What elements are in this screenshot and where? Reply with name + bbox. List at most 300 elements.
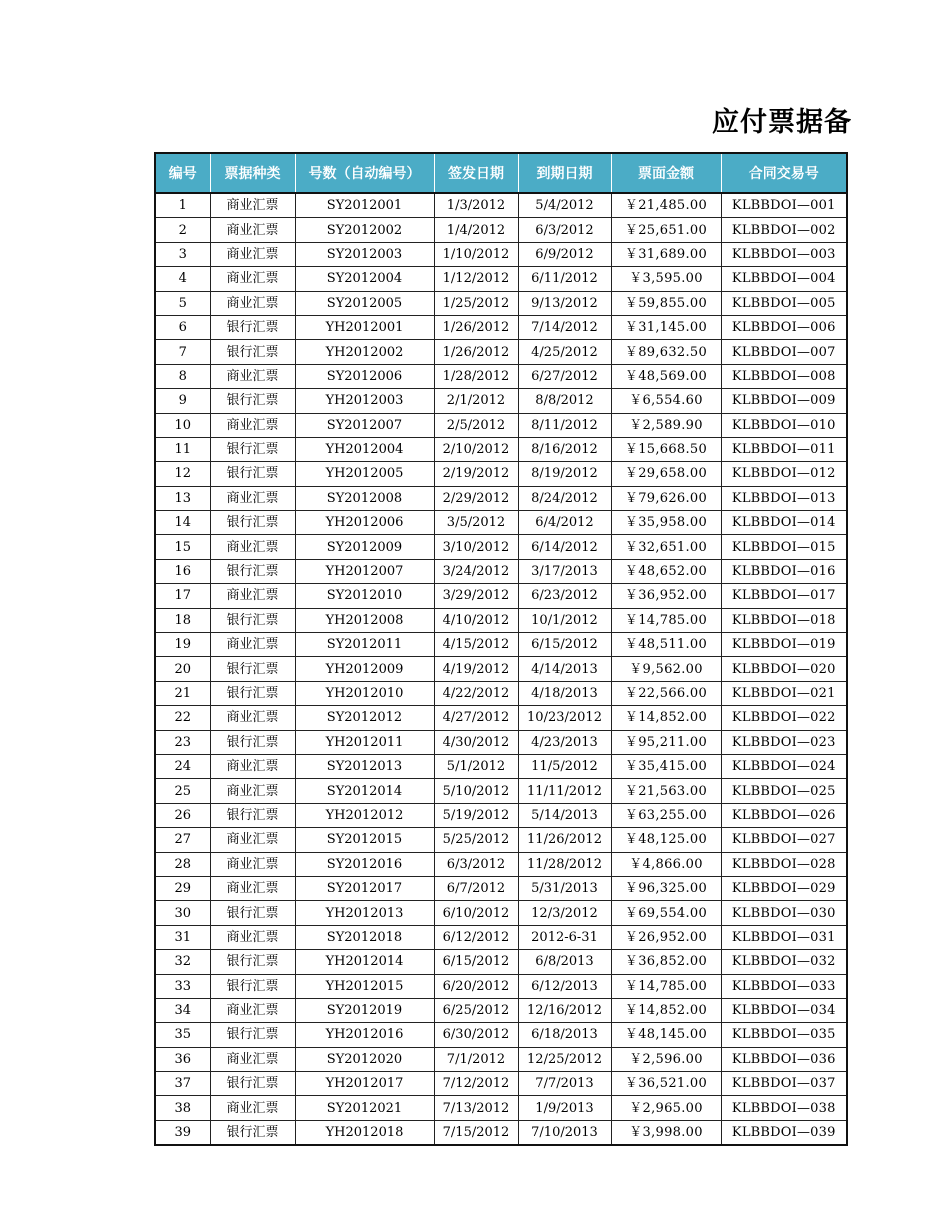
cell-due-date[interactable]: 6/4/2012 (518, 511, 611, 535)
cell-contract-number[interactable]: KLBBDOI—034 (721, 998, 847, 1022)
table-row (155, 828, 847, 852)
cell-due-date[interactable]: 12/3/2012 (518, 901, 611, 925)
sheet-title: 应付票据备 (712, 107, 852, 138)
cell-face-amount[interactable]: ￥69,554.00 (611, 901, 721, 925)
cell-note-number[interactable]: SY2012014 (295, 779, 434, 803)
cell-note-number[interactable]: SY2012007 (295, 413, 434, 437)
table-row (155, 657, 847, 681)
cell-due-date[interactable]: 5/4/2012 (518, 193, 611, 218)
cell-issue-date[interactable]: 6/25/2012 (434, 998, 518, 1022)
header-id[interactable]: 编号 (155, 153, 210, 193)
cell-contract-number[interactable]: KLBBDOI—033 (721, 974, 847, 998)
cell-issue-date[interactable]: 4/27/2012 (434, 706, 518, 730)
cell-contract-number[interactable]: KLBBDOI—007 (721, 340, 847, 364)
cell-due-date[interactable]: 10/23/2012 (518, 706, 611, 730)
cell-due-date[interactable]: 4/18/2013 (518, 681, 611, 705)
cell-face-amount[interactable]: ￥2,589.90 (611, 413, 721, 437)
cell-due-date[interactable]: 6/18/2013 (518, 1023, 611, 1047)
cell-issue-date[interactable]: 6/12/2012 (434, 925, 518, 949)
cell-contract-number[interactable]: KLBBDOI—030 (721, 901, 847, 925)
cell-note-number[interactable]: SY2012017 (295, 876, 434, 900)
cell-issue-date[interactable]: 4/30/2012 (434, 730, 518, 754)
cell-note-type[interactable]: 商业汇票 (210, 754, 295, 778)
cell-contract-number[interactable]: KLBBDOI—027 (721, 828, 847, 852)
cell-note-number[interactable]: SY2012018 (295, 925, 434, 949)
cell-note-type[interactable]: 商业汇票 (210, 828, 295, 852)
cell-contract-number[interactable]: KLBBDOI—006 (721, 315, 847, 339)
cell-face-amount[interactable]: ￥36,521.00 (611, 1072, 721, 1096)
cell-face-amount[interactable]: ￥26,952.00 (611, 925, 721, 949)
cell-note-type[interactable]: 银行汇票 (210, 559, 295, 583)
cell-note-type[interactable]: 银行汇票 (210, 657, 295, 681)
cell-id[interactable]: 18 (155, 608, 210, 632)
cell-issue-date[interactable]: 3/24/2012 (434, 559, 518, 583)
cell-id[interactable]: 33 (155, 974, 210, 998)
cell-face-amount[interactable]: ￥29,658.00 (611, 462, 721, 486)
cell-issue-date[interactable]: 6/7/2012 (434, 876, 518, 900)
cell-note-number[interactable]: SY2012005 (295, 291, 434, 315)
cell-id[interactable]: 14 (155, 511, 210, 535)
cell-note-number[interactable]: YH2012014 (295, 950, 434, 974)
cell-face-amount[interactable]: ￥3,998.00 (611, 1120, 721, 1145)
cell-face-amount[interactable]: ￥31,145.00 (611, 315, 721, 339)
cell-id[interactable]: 25 (155, 779, 210, 803)
cell-due-date[interactable]: 11/26/2012 (518, 828, 611, 852)
cell-face-amount[interactable]: ￥32,651.00 (611, 535, 721, 559)
cell-contract-number[interactable]: KLBBDOI—010 (721, 413, 847, 437)
cell-note-type[interactable]: 商业汇票 (210, 242, 295, 266)
cell-due-date[interactable]: 5/31/2013 (518, 876, 611, 900)
cell-id[interactable]: 12 (155, 462, 210, 486)
cell-note-number[interactable]: SY2012015 (295, 828, 434, 852)
cell-note-type[interactable]: 商业汇票 (210, 218, 295, 242)
cell-note-type[interactable]: 银行汇票 (210, 462, 295, 486)
cell-issue-date[interactable]: 2/5/2012 (434, 413, 518, 437)
cell-issue-date[interactable]: 1/25/2012 (434, 291, 518, 315)
cell-note-type[interactable]: 银行汇票 (210, 315, 295, 339)
header-issue-date[interactable]: 签发日期 (434, 153, 518, 193)
cell-due-date[interactable]: 6/11/2012 (518, 267, 611, 291)
cell-id[interactable]: 34 (155, 998, 210, 1022)
cell-note-type[interactable]: 商业汇票 (210, 267, 295, 291)
cell-face-amount[interactable]: ￥2,965.00 (611, 1096, 721, 1120)
cell-due-date[interactable]: 7/14/2012 (518, 315, 611, 339)
cell-note-number[interactable]: YH2012011 (295, 730, 434, 754)
cell-id[interactable]: 10 (155, 413, 210, 437)
table-row (155, 998, 847, 1022)
cell-face-amount[interactable]: ￥15,668.50 (611, 437, 721, 461)
cell-note-number[interactable]: SY2012006 (295, 364, 434, 388)
cell-issue-date[interactable]: 7/12/2012 (434, 1072, 518, 1096)
cell-note-type[interactable]: 商业汇票 (210, 779, 295, 803)
cell-note-number[interactable]: YH2012016 (295, 1023, 434, 1047)
cell-id[interactable]: 11 (155, 437, 210, 461)
cell-note-type[interactable]: 商业汇票 (210, 193, 295, 218)
cell-contract-number[interactable]: KLBBDOI—002 (721, 218, 847, 242)
cell-id[interactable]: 24 (155, 754, 210, 778)
cell-id[interactable]: 5 (155, 291, 210, 315)
cell-contract-number[interactable]: KLBBDOI—013 (721, 486, 847, 510)
cell-face-amount[interactable]: ￥63,255.00 (611, 803, 721, 827)
cell-note-number[interactable]: YH2012009 (295, 657, 434, 681)
cell-issue-date[interactable]: 1/26/2012 (434, 315, 518, 339)
cell-due-date[interactable]: 6/14/2012 (518, 535, 611, 559)
cell-contract-number[interactable]: KLBBDOI—001 (721, 193, 847, 218)
cell-due-date[interactable]: 6/9/2012 (518, 242, 611, 266)
cell-id[interactable]: 9 (155, 389, 210, 413)
cell-face-amount[interactable]: ￥4,866.00 (611, 852, 721, 876)
cell-id[interactable]: 23 (155, 730, 210, 754)
cell-note-type[interactable]: 银行汇票 (210, 974, 295, 998)
cell-issue-date[interactable]: 3/10/2012 (434, 535, 518, 559)
cell-id[interactable]: 37 (155, 1072, 210, 1096)
cell-note-number[interactable]: YH2012010 (295, 681, 434, 705)
cell-issue-date[interactable]: 4/15/2012 (434, 633, 518, 657)
cell-face-amount[interactable]: ￥48,569.00 (611, 364, 721, 388)
cell-contract-number[interactable]: KLBBDOI—014 (721, 511, 847, 535)
cell-note-number[interactable]: SY2012016 (295, 852, 434, 876)
cell-note-type[interactable]: 银行汇票 (210, 1072, 295, 1096)
cell-contract-number[interactable]: KLBBDOI—004 (721, 267, 847, 291)
cell-contract-number[interactable]: KLBBDOI—017 (721, 584, 847, 608)
cell-issue-date[interactable]: 3/29/2012 (434, 584, 518, 608)
cell-face-amount[interactable]: ￥59,855.00 (611, 291, 721, 315)
cell-due-date[interactable]: 6/15/2012 (518, 633, 611, 657)
cell-note-type[interactable]: 商业汇票 (210, 1047, 295, 1071)
cell-id[interactable]: 13 (155, 486, 210, 510)
cell-note-type[interactable]: 银行汇票 (210, 901, 295, 925)
cell-issue-date[interactable]: 4/10/2012 (434, 608, 518, 632)
header-note-type[interactable]: 票据种类 (210, 153, 295, 193)
cell-id[interactable]: 19 (155, 633, 210, 657)
cell-face-amount[interactable]: ￥36,952.00 (611, 584, 721, 608)
cell-face-amount[interactable]: ￥35,958.00 (611, 511, 721, 535)
cell-due-date[interactable]: 1/9/2013 (518, 1096, 611, 1120)
table-row (155, 267, 847, 291)
cell-note-type[interactable]: 银行汇票 (210, 1023, 295, 1047)
cell-note-number[interactable]: YH2012015 (295, 974, 434, 998)
cell-contract-number[interactable]: KLBBDOI—024 (721, 754, 847, 778)
cell-id[interactable]: 27 (155, 828, 210, 852)
cell-id[interactable]: 21 (155, 681, 210, 705)
cell-contract-number[interactable]: KLBBDOI—020 (721, 657, 847, 681)
cell-note-number[interactable]: YH2012001 (295, 315, 434, 339)
cell-note-type[interactable]: 商业汇票 (210, 584, 295, 608)
cell-due-date[interactable]: 2012-6-31 (518, 925, 611, 949)
cell-due-date[interactable]: 9/13/2012 (518, 291, 611, 315)
cell-due-date[interactable]: 6/27/2012 (518, 364, 611, 388)
header-face-amount[interactable]: 票面金额 (611, 153, 721, 193)
header-due-date[interactable]: 到期日期 (518, 153, 611, 193)
cell-issue-date[interactable]: 5/25/2012 (434, 828, 518, 852)
cell-face-amount[interactable]: ￥36,852.00 (611, 950, 721, 974)
cell-note-number[interactable]: YH2012008 (295, 608, 434, 632)
cell-due-date[interactable]: 7/7/2013 (518, 1072, 611, 1096)
cell-note-number[interactable]: SY2012009 (295, 535, 434, 559)
cell-contract-number[interactable]: KLBBDOI—018 (721, 608, 847, 632)
cell-note-number[interactable]: SY2012020 (295, 1047, 434, 1071)
cell-note-type[interactable]: 银行汇票 (210, 1120, 295, 1145)
cell-due-date[interactable]: 12/16/2012 (518, 998, 611, 1022)
cell-face-amount[interactable]: ￥14,785.00 (611, 608, 721, 632)
cell-note-type[interactable]: 银行汇票 (210, 437, 295, 461)
cell-face-amount[interactable]: ￥3,595.00 (611, 267, 721, 291)
table-row (155, 779, 847, 803)
cell-note-number[interactable]: YH2012007 (295, 559, 434, 583)
cell-note-number[interactable]: YH2012003 (295, 389, 434, 413)
cell-issue-date[interactable]: 3/5/2012 (434, 511, 518, 535)
cell-note-number[interactable]: SY2012003 (295, 242, 434, 266)
cell-face-amount[interactable]: ￥25,651.00 (611, 218, 721, 242)
cell-contract-number[interactable]: KLBBDOI—011 (721, 437, 847, 461)
cell-issue-date[interactable]: 7/1/2012 (434, 1047, 518, 1071)
cell-due-date[interactable]: 3/17/2013 (518, 559, 611, 583)
cell-note-number[interactable]: SY2012002 (295, 218, 434, 242)
table-row (155, 852, 847, 876)
cell-face-amount[interactable]: ￥48,125.00 (611, 828, 721, 852)
cell-id[interactable]: 35 (155, 1023, 210, 1047)
table-row (155, 535, 847, 559)
cell-id[interactable]: 22 (155, 706, 210, 730)
table-row (155, 1047, 847, 1071)
payable-notes-table (154, 152, 848, 1146)
cell-contract-number[interactable]: KLBBDOI—005 (721, 291, 847, 315)
cell-id[interactable]: 2 (155, 218, 210, 242)
cell-due-date[interactable]: 7/10/2013 (518, 1120, 611, 1145)
header-contract-number[interactable]: 合同交易号 (721, 153, 847, 193)
cell-contract-number[interactable]: KLBBDOI—012 (721, 462, 847, 486)
cell-due-date[interactable]: 8/11/2012 (518, 413, 611, 437)
cell-note-number[interactable]: SY2012008 (295, 486, 434, 510)
table-row (155, 633, 847, 657)
cell-issue-date[interactable]: 6/30/2012 (434, 1023, 518, 1047)
cell-issue-date[interactable]: 2/10/2012 (434, 437, 518, 461)
cell-due-date[interactable]: 6/3/2012 (518, 218, 611, 242)
cell-issue-date[interactable]: 6/20/2012 (434, 974, 518, 998)
cell-face-amount[interactable]: ￥35,415.00 (611, 754, 721, 778)
cell-due-date[interactable]: 8/16/2012 (518, 437, 611, 461)
table-row (155, 462, 847, 486)
cell-face-amount[interactable]: ￥79,626.00 (611, 486, 721, 510)
cell-issue-date[interactable]: 1/3/2012 (434, 193, 518, 218)
cell-note-number[interactable]: YH2012006 (295, 511, 434, 535)
cell-due-date[interactable]: 6/12/2013 (518, 974, 611, 998)
table-row (155, 291, 847, 315)
cell-note-number[interactable]: SY2012013 (295, 754, 434, 778)
cell-contract-number[interactable]: KLBBDOI—019 (721, 633, 847, 657)
cell-face-amount[interactable]: ￥95,211.00 (611, 730, 721, 754)
cell-id[interactable]: 1 (155, 193, 210, 218)
cell-id[interactable]: 31 (155, 925, 210, 949)
cell-id[interactable]: 6 (155, 315, 210, 339)
cell-note-number[interactable]: YH2012002 (295, 340, 434, 364)
cell-id[interactable]: 15 (155, 535, 210, 559)
cell-note-number[interactable]: SY2012004 (295, 267, 434, 291)
cell-id[interactable]: 7 (155, 340, 210, 364)
cell-face-amount[interactable]: ￥48,652.00 (611, 559, 721, 583)
cell-contract-number[interactable]: KLBBDOI—008 (721, 364, 847, 388)
cell-issue-date[interactable]: 6/10/2012 (434, 901, 518, 925)
cell-note-type[interactable]: 银行汇票 (210, 608, 295, 632)
cell-id[interactable]: 29 (155, 876, 210, 900)
cell-due-date[interactable]: 8/19/2012 (518, 462, 611, 486)
cell-note-number[interactable]: YH2012017 (295, 1072, 434, 1096)
cell-due-date[interactable]: 5/14/2013 (518, 803, 611, 827)
cell-due-date[interactable]: 4/14/2013 (518, 657, 611, 681)
cell-note-type[interactable]: 商业汇票 (210, 998, 295, 1022)
cell-face-amount[interactable]: ￥14,852.00 (611, 998, 721, 1022)
cell-due-date[interactable]: 10/1/2012 (518, 608, 611, 632)
cell-note-type[interactable]: 商业汇票 (210, 486, 295, 510)
cell-contract-number[interactable]: KLBBDOI—023 (721, 730, 847, 754)
cell-issue-date[interactable]: 1/10/2012 (434, 242, 518, 266)
cell-contract-number[interactable]: KLBBDOI—038 (721, 1096, 847, 1120)
cell-due-date[interactable]: 8/24/2012 (518, 486, 611, 510)
cell-face-amount[interactable]: ￥96,325.00 (611, 876, 721, 900)
cell-face-amount[interactable]: ￥21,563.00 (611, 779, 721, 803)
cell-contract-number[interactable]: KLBBDOI—035 (721, 1023, 847, 1047)
cell-note-number[interactable]: YH2012018 (295, 1120, 434, 1145)
cell-note-number[interactable]: SY2012012 (295, 706, 434, 730)
cell-face-amount[interactable]: ￥9,562.00 (611, 657, 721, 681)
cell-note-type[interactable]: 商业汇票 (210, 291, 295, 315)
table-row (155, 340, 847, 364)
cell-id[interactable]: 32 (155, 950, 210, 974)
cell-note-type[interactable]: 商业汇票 (210, 925, 295, 949)
cell-face-amount[interactable]: ￥48,145.00 (611, 1023, 721, 1047)
cell-issue-date[interactable]: 1/28/2012 (434, 364, 518, 388)
cell-note-type[interactable]: 商业汇票 (210, 535, 295, 559)
cell-note-number[interactable]: SY2012010 (295, 584, 434, 608)
cell-face-amount[interactable]: ￥14,785.00 (611, 974, 721, 998)
cell-due-date[interactable]: 12/25/2012 (518, 1047, 611, 1071)
cell-due-date[interactable]: 8/8/2012 (518, 389, 611, 413)
cell-contract-number[interactable]: KLBBDOI—036 (721, 1047, 847, 1071)
cell-issue-date[interactable]: 1/26/2012 (434, 340, 518, 364)
table-row (155, 608, 847, 632)
cell-id[interactable]: 26 (155, 803, 210, 827)
cell-due-date[interactable]: 4/23/2013 (518, 730, 611, 754)
cell-note-type[interactable]: 银行汇票 (210, 389, 295, 413)
cell-issue-date[interactable]: 7/15/2012 (434, 1120, 518, 1145)
cell-id[interactable]: 39 (155, 1120, 210, 1145)
cell-note-number[interactable]: YH2012012 (295, 803, 434, 827)
cell-issue-date[interactable]: 5/1/2012 (434, 754, 518, 778)
cell-id[interactable]: 28 (155, 852, 210, 876)
cell-issue-date[interactable]: 2/19/2012 (434, 462, 518, 486)
cell-face-amount[interactable]: ￥31,689.00 (611, 242, 721, 266)
cell-issue-date[interactable]: 2/29/2012 (434, 486, 518, 510)
cell-id[interactable]: 36 (155, 1047, 210, 1071)
cell-note-type[interactable]: 银行汇票 (210, 950, 295, 974)
cell-face-amount[interactable]: ￥22,566.00 (611, 681, 721, 705)
cell-issue-date[interactable]: 6/3/2012 (434, 852, 518, 876)
cell-contract-number[interactable]: KLBBDOI—031 (721, 925, 847, 949)
cell-note-type[interactable]: 商业汇票 (210, 852, 295, 876)
cell-note-type[interactable]: 银行汇票 (210, 511, 295, 535)
cell-face-amount[interactable]: ￥48,511.00 (611, 633, 721, 657)
cell-issue-date[interactable]: 6/15/2012 (434, 950, 518, 974)
cell-id[interactable]: 3 (155, 242, 210, 266)
cell-face-amount[interactable]: ￥89,632.50 (611, 340, 721, 364)
cell-issue-date[interactable]: 7/13/2012 (434, 1096, 518, 1120)
cell-contract-number[interactable]: KLBBDOI—032 (721, 950, 847, 974)
cell-contract-number[interactable]: KLBBDOI—009 (721, 389, 847, 413)
cell-id[interactable]: 30 (155, 901, 210, 925)
cell-note-type[interactable]: 银行汇票 (210, 803, 295, 827)
cell-issue-date[interactable]: 5/19/2012 (434, 803, 518, 827)
cell-contract-number[interactable]: KLBBDOI—028 (721, 852, 847, 876)
cell-note-number[interactable]: SY2012001 (295, 193, 434, 218)
cell-note-type[interactable]: 商业汇票 (210, 633, 295, 657)
cell-note-type[interactable]: 商业汇票 (210, 706, 295, 730)
cell-face-amount[interactable]: ￥2,596.00 (611, 1047, 721, 1071)
cell-id[interactable]: 20 (155, 657, 210, 681)
table-row (155, 730, 847, 754)
cell-id[interactable]: 16 (155, 559, 210, 583)
cell-note-number[interactable]: YH2012005 (295, 462, 434, 486)
cell-contract-number[interactable]: KLBBDOI—037 (721, 1072, 847, 1096)
cell-id[interactable]: 8 (155, 364, 210, 388)
table-row (155, 559, 847, 583)
cell-note-type[interactable]: 银行汇票 (210, 730, 295, 754)
cell-due-date[interactable]: 6/23/2012 (518, 584, 611, 608)
cell-note-number[interactable]: SY2012011 (295, 633, 434, 657)
cell-issue-date[interactable]: 4/22/2012 (434, 681, 518, 705)
cell-issue-date[interactable]: 4/19/2012 (434, 657, 518, 681)
cell-contract-number[interactable]: KLBBDOI—015 (721, 535, 847, 559)
cell-issue-date[interactable]: 2/1/2012 (434, 389, 518, 413)
cell-contract-number[interactable]: KLBBDOI—025 (721, 779, 847, 803)
cell-issue-date[interactable]: 5/10/2012 (434, 779, 518, 803)
cell-note-type[interactable]: 商业汇票 (210, 876, 295, 900)
cell-issue-date[interactable]: 1/4/2012 (434, 218, 518, 242)
cell-contract-number[interactable]: KLBBDOI—021 (721, 681, 847, 705)
cell-note-type[interactable]: 商业汇票 (210, 364, 295, 388)
cell-id[interactable]: 17 (155, 584, 210, 608)
cell-id[interactable]: 38 (155, 1096, 210, 1120)
cell-note-type[interactable]: 银行汇票 (210, 340, 295, 364)
cell-due-date[interactable]: 6/8/2013 (518, 950, 611, 974)
cell-note-type[interactable]: 商业汇票 (210, 1096, 295, 1120)
cell-issue-date[interactable]: 1/12/2012 (434, 267, 518, 291)
cell-due-date[interactable]: 11/5/2012 (518, 754, 611, 778)
cell-note-number[interactable]: SY2012019 (295, 998, 434, 1022)
cell-id[interactable]: 4 (155, 267, 210, 291)
cell-contract-number[interactable]: KLBBDOI—003 (721, 242, 847, 266)
cell-note-number[interactable]: YH2012013 (295, 901, 434, 925)
cell-contract-number[interactable]: KLBBDOI—016 (721, 559, 847, 583)
cell-face-amount[interactable]: ￥21,485.00 (611, 193, 721, 218)
table-row (155, 437, 847, 461)
cell-contract-number[interactable]: KLBBDOI—029 (721, 876, 847, 900)
cell-contract-number[interactable]: KLBBDOI—022 (721, 706, 847, 730)
cell-face-amount[interactable]: ￥14,852.00 (611, 706, 721, 730)
header-note-number[interactable]: 号数（自动编号） (295, 153, 434, 193)
cell-note-type[interactable]: 银行汇票 (210, 681, 295, 705)
cell-due-date[interactable]: 11/11/2012 (518, 779, 611, 803)
cell-contract-number[interactable]: KLBBDOI—026 (721, 803, 847, 827)
cell-note-number[interactable]: YH2012004 (295, 437, 434, 461)
cell-face-amount[interactable]: ￥6,554.60 (611, 389, 721, 413)
table-row (155, 901, 847, 925)
cell-note-type[interactable]: 商业汇票 (210, 413, 295, 437)
cell-contract-number[interactable]: KLBBDOI—039 (721, 1120, 847, 1145)
table-row (155, 876, 847, 900)
cell-note-number[interactable]: SY2012021 (295, 1096, 434, 1120)
cell-due-date[interactable]: 11/28/2012 (518, 852, 611, 876)
cell-due-date[interactable]: 4/25/2012 (518, 340, 611, 364)
